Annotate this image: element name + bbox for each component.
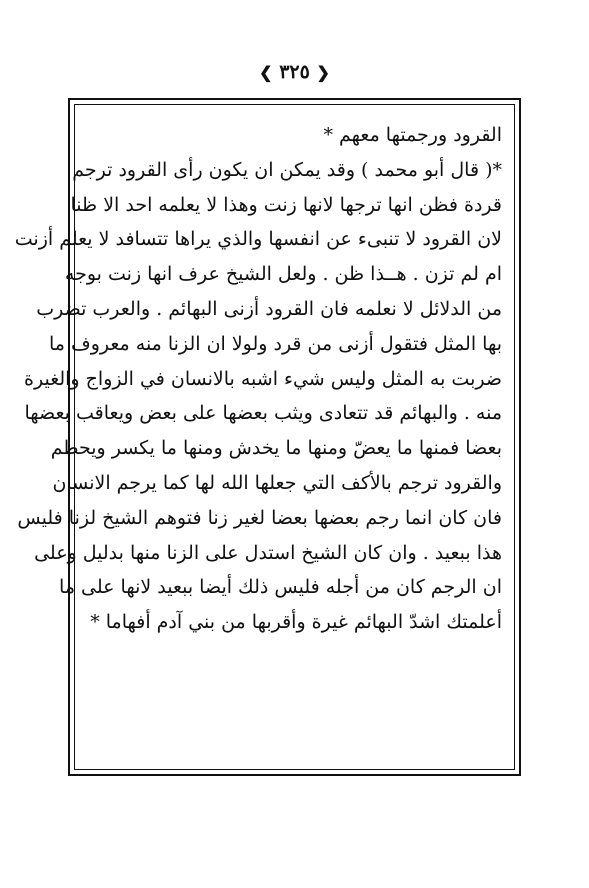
text-line: هذا ببعيد . وان كان الشيخ استدل على الزنا منها بدليل وعلى: [34, 541, 502, 564]
text-line: أعلمتك اشدّ البهائم غيرة وأقربها من بني آدم أفهاما *: [90, 611, 502, 634]
text-line: ضربت به المثل وليس شيء اشبه بالانسان في الزواج والغيرة: [24, 367, 502, 390]
text-line: ام لم تزن . هــذا ظن . ولعل الشيخ عرف انها زنت بوجه: [64, 263, 502, 286]
text-line: منه . والبهائم قد تتعادى ويثب بعضها على بعض ويعاقب بعضها: [24, 402, 502, 425]
text-line: ان الرجم كان من أجله فليس ذلك أيضا ببعيد لانها على ما: [59, 576, 502, 599]
text-line: والقرود ترجم بالأكف التي جعلها الله لها كما يرجم الانسان: [52, 471, 502, 494]
ornament-left-icon: ❮: [259, 63, 273, 82]
body-text: [14, 118, 502, 640]
text-line: *( قال أبو محمد ) وقد يمكن ان يكون رأى القرود ترجم: [72, 158, 502, 181]
text-line: من الدلائل لا نعلمه فان القرود أزنى البهائم . والعرب تضرب: [36, 297, 502, 320]
text-line: فان كان انما رجم بعضها بعضا لغير زنا فتوهم الشيخ لزنا فليس: [17, 506, 502, 529]
text-line: بها المثل فتقول أزنى من قرد ولولا ان الزنا منه معروف ما: [49, 332, 502, 355]
page-header: [0, 60, 589, 85]
page-number: ٣٢٥: [279, 61, 310, 83]
text-line: القرود ورجمتها معهم *: [323, 124, 502, 146]
text-line: بعضا فمنها ما يعضّ ومنها ما يخدش ومنها ما يكسر ويحطم: [50, 437, 502, 460]
text-line: لان القرود لا تنبىء عن انفسها والذي يراها تتسافد لا يعلم أزنت: [14, 228, 502, 251]
ornament-right-icon: ❯: [316, 63, 330, 82]
text-line: قردة فظن انها ترجها لانها زنت وهذا لا يعلمه احد الا ظنا: [70, 193, 502, 216]
